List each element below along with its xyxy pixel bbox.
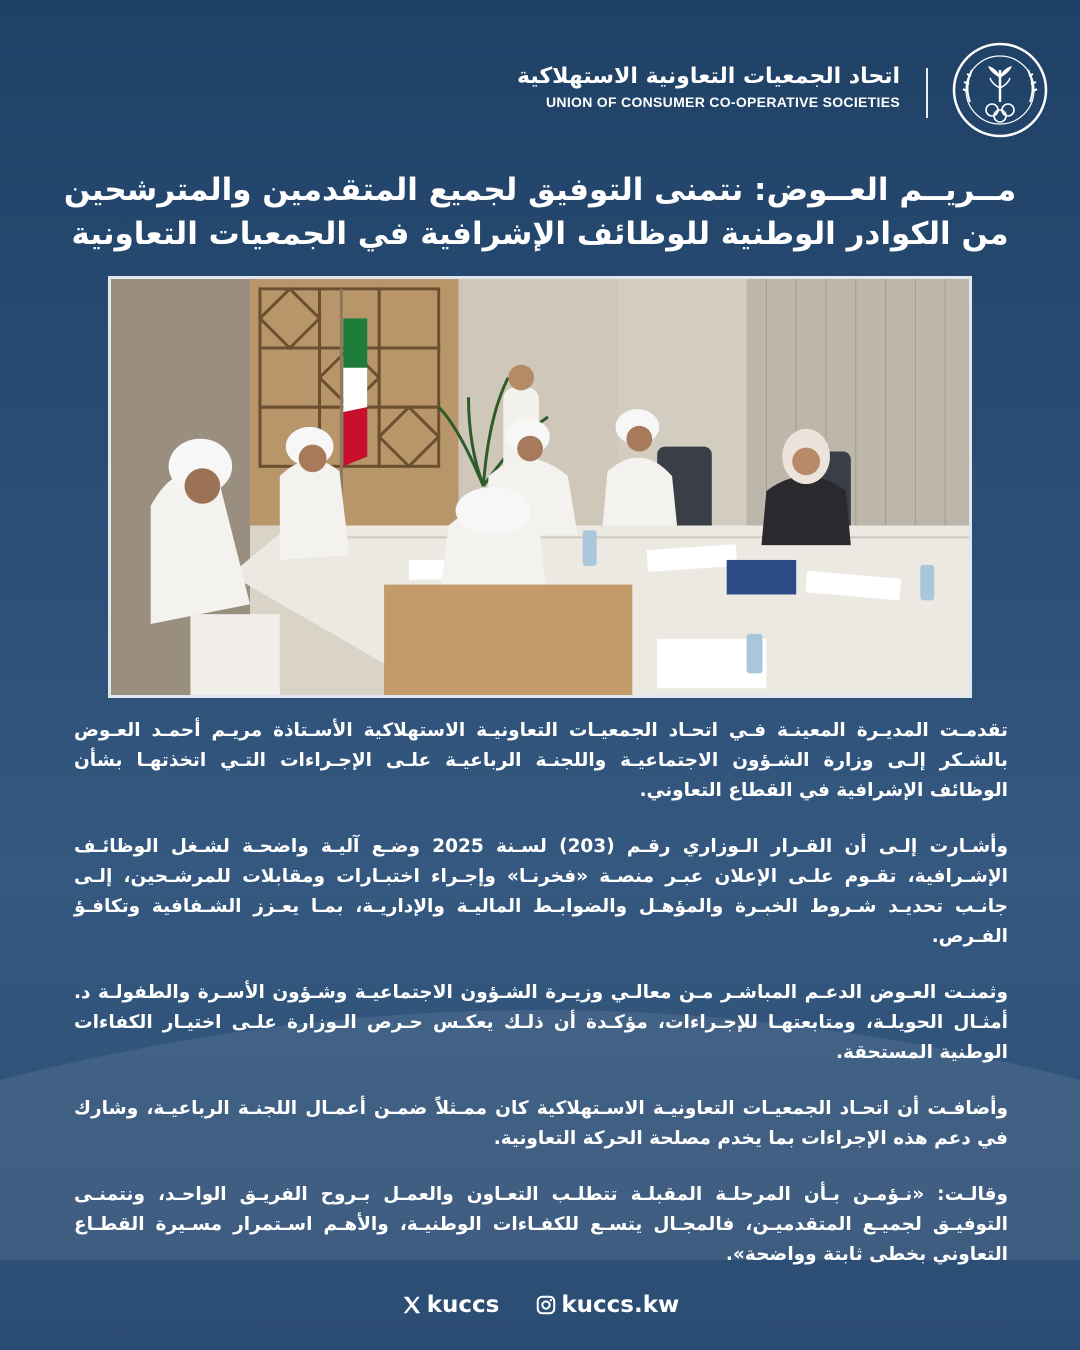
org-name-english: UNION OF CONSUMER CO-OPERATIVE SOCIETIES [546,94,900,110]
article-paragraph-3: وثمنـت العـوض الدعـم المباشـر مـن معالـي وزيـرة الشـؤون الاجتماعيـة وشـؤون الأسـرة والطفولـة د. أمثـال الحويلـة، ومتابعتهـا للإجـراءات، مؤكـدة أن ذلـك يعكـس حـرص الـوزارة علـى اختيـار الكفاءات الوطنية المستحقة. [74,982,1008,1063]
header-divider [926,68,928,118]
union-emblem-logo [950,40,1050,140]
instagram-icon [535,1294,557,1316]
header [30,40,1050,150]
x-logo-icon [401,1294,423,1316]
article-paragraph-2: وأشـارت إلـى أن القـرار الـوزاري رقـم (203) لسـنة 2025 وضـع آليـة واضحـة لشـغل الوظائـف الإشـرافية، تقـوم علـى الإعلان عبـر منصـة «فخرنـا» وإجـراء اختبـارات ومقابلات للمرشـحين، إلـى جانـب تحديـد شـروط الخبـرة والمؤهـل والضوابـط الماليـة والإداريـة، بمـا يعـزز الشـفافية وتكافـؤ الفـرص. [74,836,1009,947]
meeting-photo [108,276,972,698]
social-footer [0,1292,1080,1322]
x-handle-text: kuccs [426,1292,500,1318]
x-handle-link[interactable] [401,1292,500,1318]
article-paragraph-4: وأضافـت أن اتحـاد الجمعيـات التعاونيـة الاسـتهلاكية كان ممـثلاً ضمـن أعمـال اللجنـة الرباعيـة، وشارك في دعم هذه الإجراءات بما يخدم مصلحة الحركة التعاونية. [74,1098,1008,1149]
instagram-handle-text: kuccs.kw [561,1292,680,1318]
article-paragraph-1: تقدمـت المديـرة المعينـة فـي اتحـاد الجمعيـات التعاونيـة الاستهلاكية الأسـتاذة مريـم أحمـد العـوض بالشـكر إلـى وزارة الشـؤون الاجتماعيـة واللجنـة الرباعيـة علـى الإجـراءات التـي اتخذتهـا بشأن الوظائف الإشرافية في القطاع التعاوني. [74,720,1008,801]
headline: مــريــم العــوض: نتمنى التوفيق لجميع المتقدمين والمترشحين من الكوادر الوطنية للوظائف الإشرافية في الجمعيات التعاونية [63,172,1017,252]
article-paragraph-5: وقالـت: «نـؤمـن بـأن المرحلـة المقبلـة تتطلـب التعـاون والعمـل بـروح الفريـق الواحـد، ونتمنـى التوفيـق لجميـع المتقدميـن، فالمجـال يتسـع للكفـاءات الوطنيـة، والأهـم اسـتمرار مسـيرة القطـاع التعاوني بخطى ثابتة وواضحة». [74,1184,1008,1265]
article-body [74,716,1008,1296]
org-name-arabic: اتحاد الجمعيات التعاونية الاستهلاكية [517,64,900,89]
instagram-handle-link[interactable] [535,1292,679,1318]
